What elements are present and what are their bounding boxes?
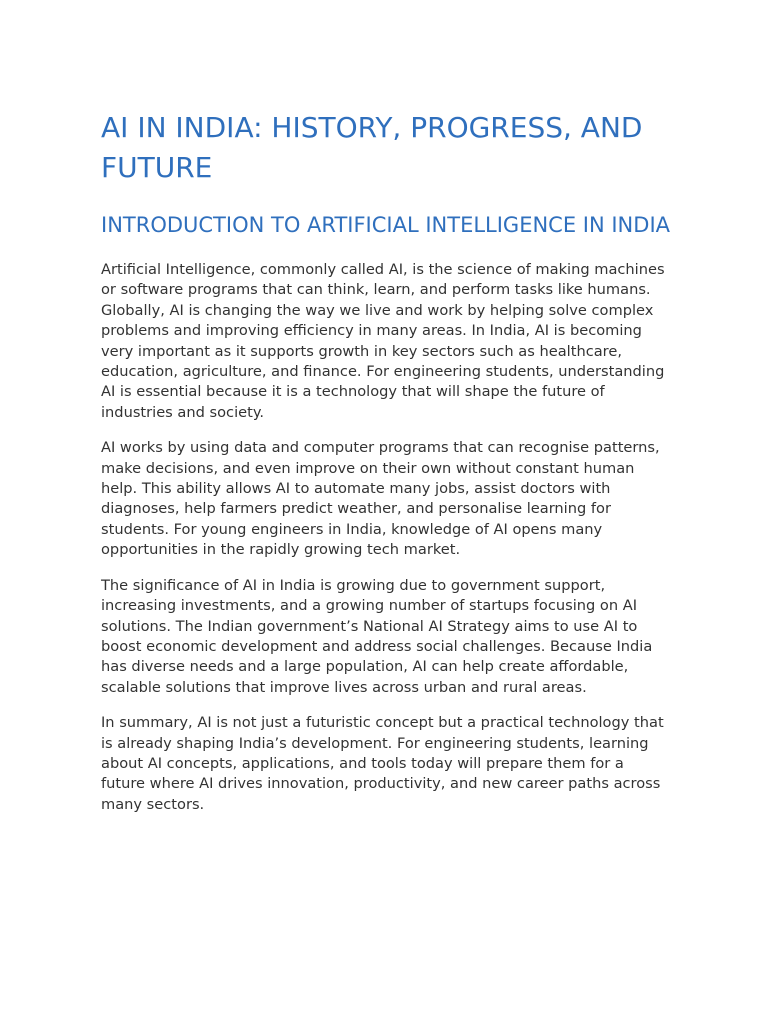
paragraph: In summary, AI is not just a futuristic concept but a practical technology that is already shaping India’s development. For engineering students, learning about AI concepts, applications, and tools today will prepare them for a future where AI drives innovation, productivity, and new career paths across many sectors. (101, 714, 664, 813)
section-heading-introduction: INTRODUCTION TO ARTIFICIAL INTELLIGENCE IN INDIA (101, 213, 670, 237)
paragraph: AI works by using data and computer programs that can recognise patterns, make decisions, and even improve on their own without constant human help. This ability allows AI to automate many jobs, assist doctors with diagnoses, help farmers predict weather, and personalise learning for students. For young engineers in India, knowledge of AI opens many opportunities in the rapidly growing tech market. (101, 439, 660, 559)
paragraph: The significance of AI in India is growing due to government support, increasing investments, and a growing number of startups focusing on AI solutions. The Indian government’s National AI Strategy aims to use AI to boost economic development and address social challenges. Because India has diverse needs and a large population, AI can help create affordable, scalable solutions that improve lives across urban and rural areas. (101, 576, 653, 696)
document-content (101, 108, 671, 830)
section-body-introduction (101, 260, 671, 815)
document-title: AI IN INDIA: HISTORY, PROGRESS, AND FUTURE (101, 111, 643, 184)
paragraph: Artificial Intelligence, commonly called AI, is the science of making machines or software programs that can think, learn, and perform tasks like humans. Globally, AI is changing the way we live and work by helping solve complex problems and improving efficiency in many areas. In India, AI is becoming very important as it supports growth in key sectors such as healthcare, education, agriculture, and finance. For engineering students, understanding AI is essential because it is a technology that will shape the future of industries and society. (101, 261, 665, 421)
